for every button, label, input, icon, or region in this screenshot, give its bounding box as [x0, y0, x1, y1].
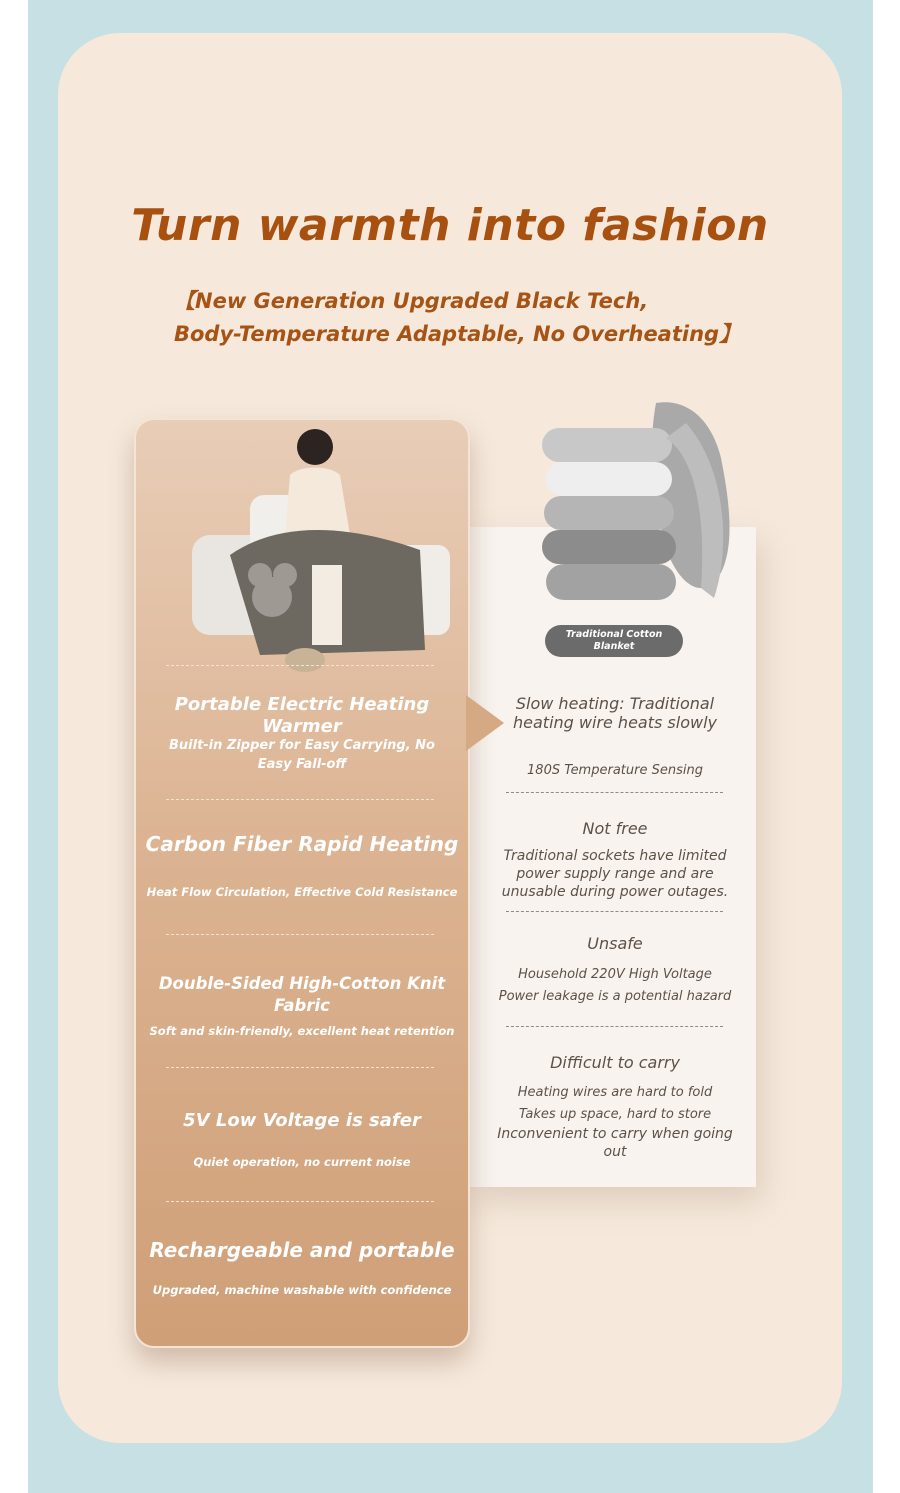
compare-desc-temperature: 180S Temperature Sensing — [527, 763, 703, 778]
folded-blanket-image — [536, 398, 736, 612]
compare-desc-difficult-2: Takes up space, hard to store — [518, 1107, 712, 1122]
divider — [506, 911, 723, 912]
compare-title-not-free: Not free — [582, 819, 648, 838]
feature-desc-portable-warmer: Built-in Zipper for Easy Carrying, No Easy Fall-off — [169, 738, 435, 772]
feature-desc-rechargeable: Upgraded, machine washable with confidence — [152, 1283, 452, 1297]
compare-desc-difficult-1: Heating wires are hard to fold — [517, 1085, 713, 1100]
subtitle-line-2: Body-Temperature Adaptable, No Overheating】 — [174, 322, 741, 346]
feature-title-low-voltage: 5V Low Voltage is safer — [183, 1110, 421, 1131]
divider — [506, 1026, 723, 1027]
subtitle-line-1: 【New Generation Upgraded Black Tech, — [174, 289, 649, 313]
compare-title-slow-heating: Slow heating: Traditional heating wire heats slowly — [513, 694, 717, 732]
compare-desc-unsafe-1: Household 220V High Voltage — [518, 967, 712, 982]
compare-desc-not-free: Traditional sockets have limited power supply range and are unusable during power outages. — [501, 848, 729, 900]
divider — [506, 792, 723, 793]
divider — [166, 799, 434, 800]
feature-title-carbon-fiber: Carbon Fiber Rapid Heating — [145, 832, 459, 856]
compare-desc-unsafe-2: Power leakage is a potential hazard — [498, 989, 732, 1004]
feature-desc-carbon-fiber: Heat Flow Circulation, Effective Cold Resistance — [146, 885, 458, 899]
page-title: Turn warmth into fashion — [131, 200, 769, 251]
compare-title-unsafe: Unsafe — [587, 934, 643, 953]
traditional-blanket-badge: Traditional Cotton Blanket — [545, 625, 683, 657]
woman-with-heating-blanket-image — [190, 425, 460, 675]
feature-title-knit-fabric: Double-Sided High-Cotton Knit Fabric — [158, 974, 446, 1015]
divider — [166, 1067, 434, 1068]
feature-desc-knit-fabric: Soft and skin-friendly, excellent heat retention — [149, 1024, 455, 1038]
feature-desc-low-voltage: Quiet operation, no current noise — [193, 1155, 411, 1169]
compare-title-difficult: Difficult to carry — [550, 1053, 680, 1072]
compare-desc-difficult-3: Inconvenient to carry when going out — [497, 1126, 733, 1160]
divider — [166, 665, 434, 666]
feature-title-portable-warmer: Portable Electric Heating Warmer — [174, 694, 430, 737]
divider — [166, 1201, 434, 1202]
page-subtitle — [168, 285, 768, 351]
feature-title-rechargeable: Rechargeable and portable — [149, 1238, 455, 1262]
divider — [166, 934, 434, 935]
panel-pointer-arrow — [466, 695, 504, 751]
